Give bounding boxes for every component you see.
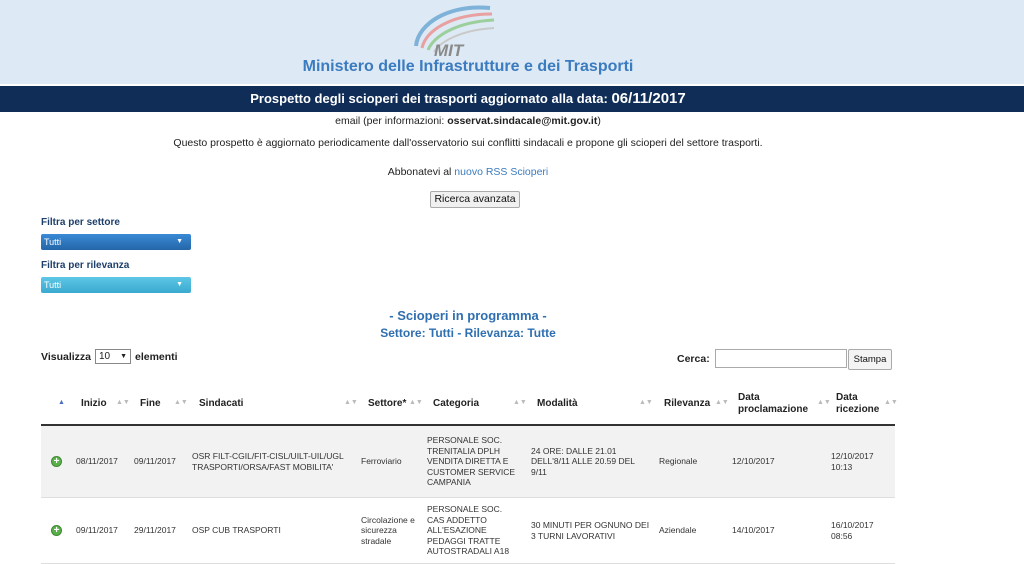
cell-data-ricezione: 12/10/2017 10:13 [831,451,874,472]
column-header-fine[interactable]: Fine [140,397,161,409]
cell-rilevanza: Aziendale [659,525,697,536]
column-header-categoria[interactable]: Categoria [433,397,480,409]
sort-icon: ▲▼ [639,399,653,406]
chevron-down-icon: ▼ [176,238,183,245]
sort-icon: ▲▼ [344,399,358,406]
sort-icon: ▲▼ [116,399,130,406]
cell-settore: Ferroviario [361,456,402,467]
sort-asc-icon[interactable]: ▲ [58,399,65,406]
ministry-name: Ministero delle Infrastrutture e dei Trasporti [302,58,634,75]
cell-inizio: 09/11/2017 [76,525,118,536]
sort-icon: ▲▼ [174,399,188,406]
sort-icon: ▲▼ [409,399,423,406]
column-header-settore[interactable]: Settore* [368,397,407,409]
chevron-down-icon: ▼ [120,353,127,360]
page-length-value: 10 [99,351,111,362]
chevron-down-icon: ▼ [176,281,183,288]
relevance-filter-value: Tutti [44,280,62,290]
sort-icon: ▲▼ [817,399,831,406]
column-header-inizio[interactable]: Inizio [81,397,107,409]
sector-filter-value: Tutti [44,237,62,247]
cell-sindacati: OSR FILT-CGIL/FIT-CISL/UILT-UIL/UGL TRASPORTI/ORSA/FAST MOBILITA' [192,451,344,472]
sector-filter-label: Filtra per settore [41,217,120,228]
rss-link[interactable]: nuovo RSS Scioperi [454,166,549,178]
mit-logo[interactable] [408,2,498,60]
sector-filter-select[interactable] [41,234,191,250]
email-suffix: ) [597,115,601,127]
relevance-filter-label: Filtra per rilevanza [41,260,130,271]
page-length-select[interactable] [95,349,131,364]
cell-modalita: 30 MINUTI PER OGNUNO DEI 3 TURNI LAVORATIVI [531,520,650,541]
table-header [41,381,898,426]
expand-row-icon[interactable]: + [51,525,62,536]
column-header-rilevanza[interactable]: Rilevanza [664,397,711,409]
rss-info [0,166,936,178]
sort-icon: ▲▼ [715,399,729,406]
print-button[interactable]: Stampa [848,349,892,370]
table-row[interactable] [41,426,895,498]
cell-inizio: 08/11/2017 [76,456,118,467]
sort-icon: ▲▼ [513,399,527,406]
cell-modalita: 24 ORE: DALLE 21.01 DELL'8/11 ALLE 20.59 DEL 9/11 [531,445,635,477]
cell-fine: 09/11/2017 [134,456,176,467]
page-length-control [41,349,178,364]
cell-data-proclamazione: 12/10/2017 [732,456,775,467]
email-info [0,115,936,127]
show-label: Visualizza [41,350,91,363]
rss-prefix: Abbonatevi al [387,166,452,178]
elements-label: elementi [135,350,178,363]
section-subtitle: Settore: Tutti - Rilevanza: Tutte [380,326,556,340]
table-row[interactable] [41,498,895,564]
cell-data-proclamazione: 14/10/2017 [732,525,775,536]
cell-fine: 29/11/2017 [134,525,176,536]
page-title-bar [0,86,1024,112]
email-address[interactable]: osservat.sindacale@mit.gov.it [447,115,598,127]
cell-data-ricezione: 16/10/2017 08:56 [831,520,874,541]
mit-logo-text: MIT [434,41,464,60]
update-date: 06/11/2017 [611,90,686,107]
relevance-filter-select[interactable] [41,277,191,293]
email-prefix: email (per informazioni: [335,115,445,127]
column-header-sindacati[interactable]: Sindacati [199,397,244,409]
column-header-data-ricezione[interactable]: Data ricezione [836,391,880,415]
section-title: - Scioperi in programma - [389,308,547,323]
search-input[interactable] [715,349,847,368]
site-header [0,0,1024,84]
description-text: Questo prospetto è aggiornato periodicamente dall'osservatorio sui conflitti sindacali e propone gli scioperi del settore trasporti. [173,137,763,149]
sort-icon: ▲▼ [884,399,898,406]
page-title: Prospetto degli scioperi dei trasporti aggiornato alla data: [250,91,608,106]
expand-row-icon[interactable]: + [51,456,62,467]
cell-sindacati: OSP CUB TRASPORTI [192,525,281,536]
advanced-search-button[interactable]: Ricerca avanzata [430,191,520,208]
search-label: Cerca: [677,353,710,365]
column-header-data-proclamazione[interactable]: Data proclamazione [738,391,809,415]
cell-rilevanza: Regionale [659,456,698,467]
column-header-modalita[interactable]: Modalità [537,397,578,409]
cell-categoria: PERSONALE SOC. CAS ADDETTO ALL'ESAZIONE PEDAGGI TRATTE AUTOSTRADALI A18 [427,504,510,557]
cell-settore: Circolazione e sicurezza stradale [361,514,415,546]
strikes-table [41,381,898,564]
cell-categoria: PERSONALE SOC. TRENITALIA DPLH VENDITA DIRETTA E CUSTOMER SERVICE CAMPANIA [427,435,516,488]
